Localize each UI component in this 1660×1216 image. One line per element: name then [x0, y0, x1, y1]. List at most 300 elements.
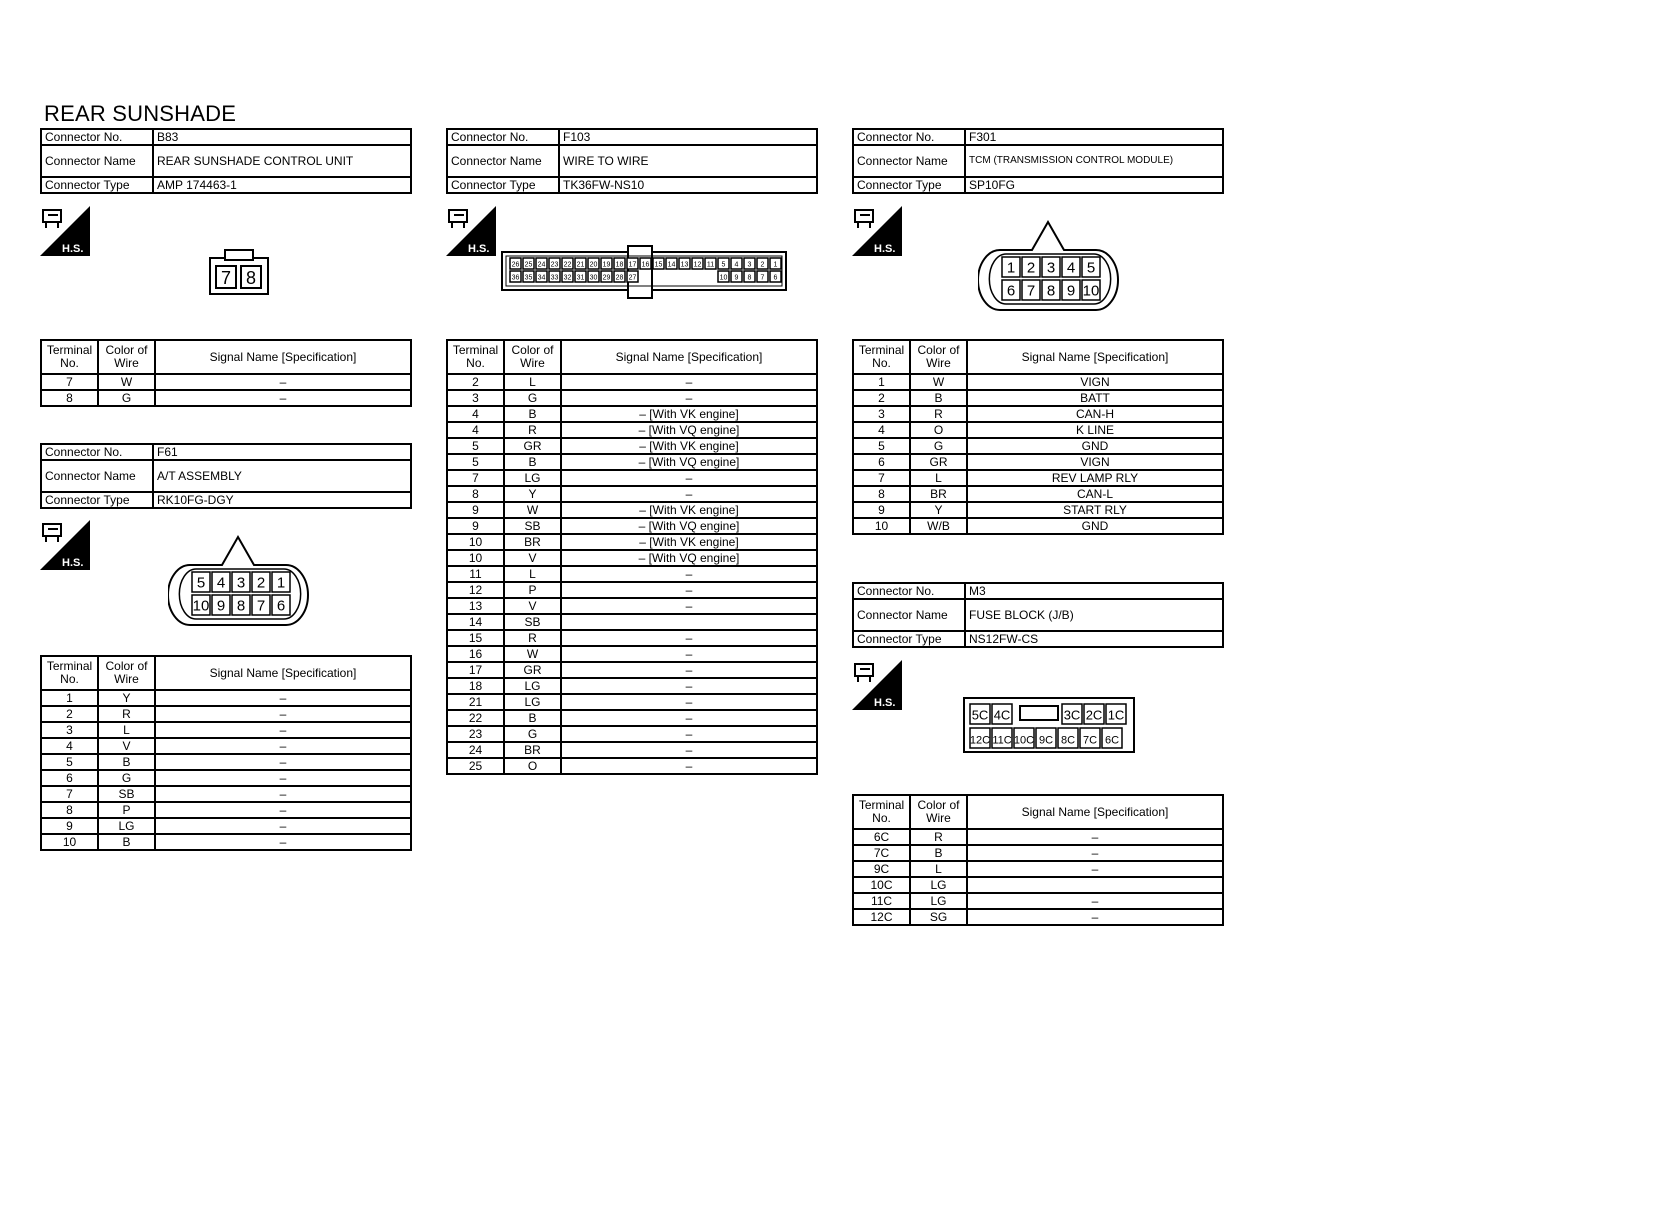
- pin-label: 18: [615, 261, 624, 269]
- connector-no-label: Connector No.: [853, 129, 965, 145]
- pin-label: 4: [734, 261, 739, 269]
- pin-label: 17: [628, 261, 637, 269]
- terminal-no-cell: 9: [853, 502, 910, 518]
- connector-no-value: F301: [965, 129, 1223, 145]
- f103-connector-face: [500, 244, 790, 307]
- svg-text:H.S.: H.S.: [874, 697, 896, 709]
- wire-color-cell: BR: [910, 486, 967, 502]
- wire-color-cell: W/B: [910, 518, 967, 534]
- f61-terminal-table: [40, 655, 412, 851]
- connector-no-label: Connector No.: [41, 129, 153, 145]
- color-of-wire-header: Color of Wire: [910, 340, 967, 374]
- terminal-no-cell: 21: [447, 694, 504, 710]
- pin-label: 7: [1026, 282, 1036, 300]
- table-row: [853, 422, 1223, 438]
- table-row: [41, 706, 411, 722]
- terminal-no-cell: 5: [447, 454, 504, 470]
- terminal-no-cell: 5: [447, 438, 504, 454]
- connector-type-value: TK36FW-NS10: [559, 177, 817, 193]
- signal-name-cell: – [With VK engine]: [561, 502, 817, 518]
- f301-connector-face: [978, 220, 1122, 317]
- wire-color-cell: P: [98, 802, 155, 818]
- pin-label: 8: [1046, 282, 1056, 300]
- pin-label: 10: [192, 597, 210, 615]
- pin-label: 11C: [992, 734, 1012, 747]
- table-row: [447, 550, 817, 566]
- wire-color-cell: L: [504, 374, 561, 390]
- pin-label: 8: [747, 274, 752, 282]
- wire-color-cell: V: [504, 550, 561, 566]
- terminal-no-cell: 8: [853, 486, 910, 502]
- terminal-no-cell: 1: [41, 690, 98, 706]
- signal-name-cell: –: [561, 646, 817, 662]
- pin-label: 31: [576, 274, 585, 282]
- signal-name-cell: VIGN: [967, 374, 1223, 390]
- connector-name-value: TCM (TRANSMISSION CONTROL MODULE): [965, 145, 1223, 177]
- table-row: [447, 582, 817, 598]
- pin-8: 8: [245, 268, 257, 288]
- pin-label: 3: [747, 261, 752, 269]
- wire-color-cell: O: [910, 422, 967, 438]
- terminal-no-cell: 10C: [853, 877, 910, 893]
- table-row: [853, 518, 1223, 534]
- pin-label: 23: [550, 261, 559, 269]
- connector-name-label: Connector Name: [41, 145, 153, 177]
- wire-color-cell: B: [504, 710, 561, 726]
- connector-name-value: A/T ASSEMBLY: [153, 460, 411, 492]
- terminal-no-cell: 7: [447, 470, 504, 486]
- color-of-wire-header: Color of Wire: [98, 656, 155, 690]
- pin-label: 1: [276, 574, 286, 592]
- pin-label: 1: [773, 261, 778, 269]
- terminal-no-cell: 8: [41, 802, 98, 818]
- terminal-no-header: Terminal No.: [853, 795, 910, 829]
- wire-color-cell: Y: [910, 502, 967, 518]
- signal-name-cell: –: [561, 582, 817, 598]
- terminal-no-cell: 14: [447, 614, 504, 630]
- terminal-no-cell: 10: [41, 834, 98, 850]
- table-row: [853, 845, 1223, 861]
- terminal-no-cell: 18: [447, 678, 504, 694]
- terminal-no-cell: 4: [853, 422, 910, 438]
- wire-color-cell: SB: [98, 786, 155, 802]
- m3-connector-face: [962, 696, 1138, 761]
- wire-color-cell: L: [98, 722, 155, 738]
- signal-name-cell: –: [561, 694, 817, 710]
- connector-type-label: Connector Type: [41, 492, 153, 508]
- signal-name-cell: –: [561, 374, 817, 390]
- pin-label: 2C: [1085, 707, 1103, 723]
- wire-color-cell: R: [98, 706, 155, 722]
- color-of-wire-header: Color of Wire: [504, 340, 561, 374]
- table-row: [447, 710, 817, 726]
- harness-side-icon: [852, 660, 902, 710]
- signal-name-cell: [561, 614, 817, 630]
- pin-label: 9C: [1038, 734, 1054, 747]
- pin-label: 12: [693, 261, 702, 269]
- terminal-no-cell: 16: [447, 646, 504, 662]
- terminal-no-cell: 11: [447, 566, 504, 582]
- wire-color-cell: G: [504, 390, 561, 406]
- wire-color-cell: G: [910, 438, 967, 454]
- signal-name-cell: – [With VQ engine]: [561, 422, 817, 438]
- connector-name-label: Connector Name: [41, 460, 153, 492]
- signal-name-header: Signal Name [Specification]: [967, 795, 1223, 829]
- wire-color-cell: LG: [910, 877, 967, 893]
- table-row: [853, 502, 1223, 518]
- table-row: [853, 893, 1223, 909]
- table-row: [41, 754, 411, 770]
- terminal-no-cell: 9: [447, 518, 504, 534]
- wire-color-cell: B: [504, 454, 561, 470]
- wire-color-cell: R: [504, 630, 561, 646]
- signal-name-cell: –: [561, 662, 817, 678]
- terminal-no-cell: 23: [447, 726, 504, 742]
- wire-color-cell: W: [910, 374, 967, 390]
- pin-label: 15: [654, 261, 663, 269]
- signal-name-cell: GND: [967, 518, 1223, 534]
- svg-text:H.S.: H.S.: [874, 243, 896, 255]
- signal-name-cell: –: [155, 802, 411, 818]
- signal-name-cell: [967, 877, 1223, 893]
- pin-label: 19: [602, 261, 611, 269]
- terminal-no-header: Terminal No.: [853, 340, 910, 374]
- wire-color-cell: B: [98, 754, 155, 770]
- table-row: [853, 486, 1223, 502]
- pin-label: 9: [734, 274, 739, 282]
- pin-label: 7: [256, 597, 266, 615]
- signal-name-cell: – [With VK engine]: [561, 534, 817, 550]
- signal-name-cell: –: [967, 829, 1223, 845]
- table-row: [41, 770, 411, 786]
- connector-name-label: Connector Name: [853, 599, 965, 631]
- wire-color-cell: Y: [98, 690, 155, 706]
- terminal-no-cell: 13: [447, 598, 504, 614]
- connector-info-table: [40, 128, 412, 194]
- table-row: [853, 406, 1223, 422]
- wire-color-cell: L: [910, 470, 967, 486]
- table-row: [447, 470, 817, 486]
- terminal-no-cell: 6: [853, 454, 910, 470]
- table-row: [853, 438, 1223, 454]
- pin-label: 3: [1046, 259, 1056, 277]
- pin-label: 13: [680, 261, 689, 269]
- wire-color-cell: R: [910, 406, 967, 422]
- pin-label: 6: [276, 597, 286, 615]
- terminal-no-cell: 12: [447, 582, 504, 598]
- wire-color-cell: B: [910, 845, 967, 861]
- pin-label: 27: [628, 274, 637, 282]
- terminal-no-cell: 3: [447, 390, 504, 406]
- table-row: [447, 390, 817, 406]
- wire-color-cell: GR: [910, 454, 967, 470]
- signal-name-cell: –: [561, 470, 817, 486]
- f103-terminal-table: [446, 339, 818, 775]
- connector-no-value: M3: [965, 583, 1223, 599]
- wire-color-cell: BR: [504, 534, 561, 550]
- signal-name-cell: VIGN: [967, 454, 1223, 470]
- color-of-wire-header: Color of Wire: [910, 795, 967, 829]
- pin-label: 6C: [1104, 734, 1120, 747]
- pin-label: 1: [1006, 259, 1016, 277]
- pin-label: 9: [1066, 282, 1076, 300]
- connector-m3: [852, 582, 1224, 648]
- connector-no-value: F61: [153, 444, 411, 460]
- signal-name-cell: –: [967, 845, 1223, 861]
- table-row: [41, 802, 411, 818]
- terminal-no-cell: 1: [853, 374, 910, 390]
- wire-color-cell: W: [504, 502, 561, 518]
- pin-label: 16: [641, 261, 650, 269]
- terminal-no-header: Terminal No.: [447, 340, 504, 374]
- connector-name-label: Connector Name: [447, 145, 559, 177]
- pin-label: 25: [524, 261, 533, 269]
- table-row: [447, 518, 817, 534]
- table-row: [447, 742, 817, 758]
- terminal-no-cell: 6: [41, 770, 98, 786]
- table-row: [447, 662, 817, 678]
- wire-color-cell: LG: [910, 893, 967, 909]
- terminal-no-cell: 8: [447, 486, 504, 502]
- wire-color-cell: P: [504, 582, 561, 598]
- pin-label: 5: [721, 261, 726, 269]
- terminal-no-header: Terminal No.: [41, 656, 98, 690]
- signal-name-cell: GND: [967, 438, 1223, 454]
- terminal-no-cell: 22: [447, 710, 504, 726]
- terminal-no-cell: 5: [41, 754, 98, 770]
- pin-label: 1C: [1107, 707, 1125, 723]
- table-row: [853, 454, 1223, 470]
- harness-side-icon: [40, 520, 90, 570]
- signal-name-cell: BATT: [967, 390, 1223, 406]
- terminal-no-cell: 15: [447, 630, 504, 646]
- terminal-no-cell: 9: [41, 818, 98, 834]
- pin-label: 6: [1006, 282, 1016, 300]
- wire-color-cell: O: [504, 758, 561, 774]
- connector-f301: [852, 128, 1224, 194]
- connector-type-label: Connector Type: [41, 177, 153, 193]
- wire-color-cell: LG: [504, 470, 561, 486]
- connector-name-value: REAR SUNSHADE CONTROL UNIT: [153, 145, 411, 177]
- terminal-no-cell: 9C: [853, 861, 910, 877]
- pin-label: 2: [256, 574, 266, 592]
- terminal-no-cell: 7: [41, 786, 98, 802]
- signal-name-cell: CAN-H: [967, 406, 1223, 422]
- table-row: [41, 690, 411, 706]
- signal-name-cell: –: [155, 754, 411, 770]
- wire-color-cell: G: [98, 770, 155, 786]
- table-row: [447, 374, 817, 390]
- terminal-no-cell: 4: [447, 406, 504, 422]
- terminal-no-cell: 7: [853, 470, 910, 486]
- pin-label: 9: [216, 597, 226, 615]
- table-row: [447, 422, 817, 438]
- pin-label: 22: [563, 261, 572, 269]
- table-row: [853, 374, 1223, 390]
- signal-name-cell: START RLY: [967, 502, 1223, 518]
- wire-color-cell: LG: [504, 678, 561, 694]
- connector-b83: [40, 128, 412, 194]
- terminal-no-cell: 12C: [853, 909, 910, 925]
- signal-name-cell: – [With VK engine]: [561, 406, 817, 422]
- table-row: [447, 566, 817, 582]
- signal-name-cell: –: [561, 566, 817, 582]
- table-row: [853, 861, 1223, 877]
- connector-type-label: Connector Type: [447, 177, 559, 193]
- pin-label: 35: [524, 274, 533, 282]
- wire-color-cell: V: [504, 598, 561, 614]
- connector-no-label: Connector No.: [447, 129, 559, 145]
- svg-text:H.S.: H.S.: [62, 557, 84, 569]
- signal-name-cell: CAN-L: [967, 486, 1223, 502]
- terminal-no-cell: 3: [41, 722, 98, 738]
- table-row: [447, 534, 817, 550]
- pin-label: 30: [589, 274, 598, 282]
- signal-name-cell: –: [155, 818, 411, 834]
- wire-color-cell: Y: [504, 486, 561, 502]
- connector-name-value: WIRE TO WIRE: [559, 145, 817, 177]
- table-row: [447, 614, 817, 630]
- signal-name-header: Signal Name [Specification]: [561, 340, 817, 374]
- pin-label: 7C: [1082, 734, 1098, 747]
- signal-name-cell: – [With VQ engine]: [561, 550, 817, 566]
- pin-label: 3C: [1063, 707, 1081, 723]
- wire-color-cell: GR: [504, 662, 561, 678]
- harness-side-icon: [40, 206, 90, 256]
- pin-label: 10: [1082, 282, 1100, 300]
- hs-badge-text: H.S.: [62, 243, 84, 255]
- terminal-no-cell: 7C: [853, 845, 910, 861]
- signal-name-cell: – [With VK engine]: [561, 438, 817, 454]
- wire-color-cell: L: [504, 566, 561, 582]
- f61-connector-face: [168, 535, 312, 632]
- pin-label: 3: [236, 574, 246, 592]
- table-row: [447, 630, 817, 646]
- signal-name-cell: –: [155, 722, 411, 738]
- signal-name-cell: –: [561, 742, 817, 758]
- pin-7: 7: [220, 268, 232, 288]
- terminal-no-cell: 2: [447, 374, 504, 390]
- connector-name-value: FUSE BLOCK (J/B): [965, 599, 1223, 631]
- wire-color-cell: SB: [504, 518, 561, 534]
- connector-no-value: B83: [153, 129, 411, 145]
- wire-color-cell: B: [910, 390, 967, 406]
- signal-name-cell: –: [155, 690, 411, 706]
- signal-name-cell: – [With VQ engine]: [561, 454, 817, 470]
- pin-label: 6: [773, 274, 778, 282]
- table-row: [41, 834, 411, 850]
- pin-label: 20: [589, 261, 598, 269]
- terminal-no-cell: 10: [447, 550, 504, 566]
- pin-label: 8C: [1060, 734, 1076, 747]
- wire-color-cell: B: [98, 834, 155, 850]
- wire-color-cell: R: [504, 422, 561, 438]
- terminal-no-cell: 25: [447, 758, 504, 774]
- pin-label: 8: [236, 597, 246, 615]
- signal-name-cell: K LINE: [967, 422, 1223, 438]
- b83-terminal-table: [40, 339, 412, 407]
- connector-type-value: RK10FG-DGY: [153, 492, 411, 508]
- table-row: [447, 758, 817, 774]
- pin-label: 36: [511, 274, 520, 282]
- connector-no-label: Connector No.: [41, 444, 153, 460]
- signal-name-header: Signal Name [Specification]: [967, 340, 1223, 374]
- wire-color-cell: SB: [504, 614, 561, 630]
- signal-name-cell: –: [561, 710, 817, 726]
- page-title: REAR SUNSHADE: [44, 101, 237, 126]
- signal-name-cell: –: [967, 909, 1223, 925]
- terminal-no-cell: 9: [447, 502, 504, 518]
- table-row: [853, 909, 1223, 925]
- terminal-no-cell: 24: [447, 742, 504, 758]
- terminal-no-cell: 10: [447, 534, 504, 550]
- connector-no-label: Connector No.: [853, 583, 965, 599]
- harness-side-icon: [446, 206, 496, 256]
- signal-name-cell: – [With VQ engine]: [561, 518, 817, 534]
- signal-name-cell: –: [561, 630, 817, 646]
- terminal-no-header: Terminal No.: [41, 340, 98, 374]
- pin-label: 2: [760, 261, 765, 269]
- connector-type-label: Connector Type: [853, 177, 965, 193]
- signal-name-cell: –: [967, 893, 1223, 909]
- table-row: [447, 678, 817, 694]
- color-of-wire-header: Color of Wire: [98, 340, 155, 374]
- b83-connector-face: [208, 248, 272, 301]
- table-row: [447, 646, 817, 662]
- table-row: [447, 726, 817, 742]
- table-row: 8 G –: [41, 390, 411, 406]
- connector-name-label: Connector Name: [853, 145, 965, 177]
- terminal-no-cell: 5: [853, 438, 910, 454]
- wire-color-cell: GR: [504, 438, 561, 454]
- pin-label: 10C: [1013, 734, 1035, 747]
- table-row: [853, 829, 1223, 845]
- pin-label: 11: [706, 261, 715, 269]
- signal-name-header: Signal Name [Specification]: [155, 340, 411, 374]
- wire-color-cell: SG: [910, 909, 967, 925]
- table-row: [447, 454, 817, 470]
- pin-label: 4C: [993, 707, 1011, 723]
- table-row: [447, 598, 817, 614]
- pin-label: 5C: [971, 707, 989, 723]
- pin-label: 2: [1026, 259, 1036, 277]
- connector-f61: [40, 443, 412, 509]
- table-row: [853, 390, 1223, 406]
- pin-label: 34: [537, 274, 546, 282]
- connector-no-value: F103: [559, 129, 817, 145]
- table-row: [447, 694, 817, 710]
- wire-color-cell: LG: [504, 694, 561, 710]
- pin-label: 14: [667, 261, 676, 269]
- signal-name-cell: –: [155, 770, 411, 786]
- signal-name-cell: –: [561, 726, 817, 742]
- pin-label: 12C: [969, 734, 991, 747]
- signal-name-header: Signal Name [Specification]: [155, 656, 411, 690]
- wire-color-cell: L: [910, 861, 967, 877]
- terminal-no-cell: 11C: [853, 893, 910, 909]
- table-row: [853, 877, 1223, 893]
- signal-name-cell: –: [561, 390, 817, 406]
- wire-color-cell: R: [910, 829, 967, 845]
- connector-type-label: Connector Type: [853, 631, 965, 647]
- signal-name-cell: –: [155, 786, 411, 802]
- table-row: [447, 502, 817, 518]
- connector-type-value: SP10FG: [965, 177, 1223, 193]
- harness-side-icon: [852, 206, 902, 256]
- pin-label: 24: [537, 261, 546, 269]
- table-row: [41, 738, 411, 754]
- pin-label: 4: [216, 574, 226, 592]
